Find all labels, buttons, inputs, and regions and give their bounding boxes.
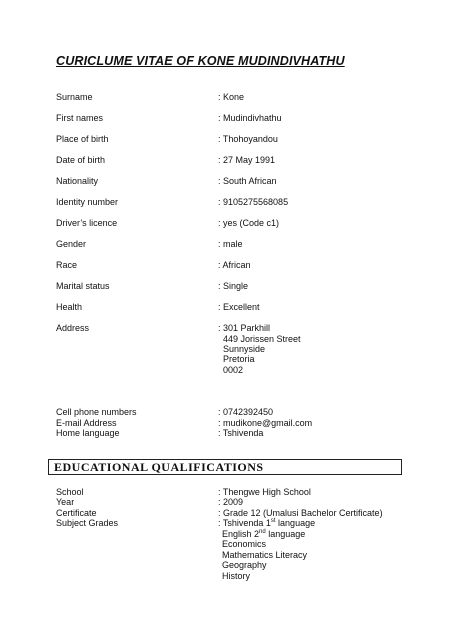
email-value: : mudikone@gmail.com — [218, 418, 313, 428]
subject-6: History — [222, 571, 251, 581]
identity-number-label: Identity number — [56, 197, 119, 207]
year-value: : 2009 — [218, 497, 244, 507]
year-label: Year — [56, 497, 75, 507]
health-label: Health — [56, 302, 83, 312]
subject-3: Economics — [222, 539, 267, 549]
marital-status-value: : Single — [218, 281, 249, 291]
subject-5: Geography — [222, 560, 267, 570]
place-of-birth-value: : Thohoyandou — [218, 134, 278, 144]
certificate-value: : Grade 12 (Umalusi Bachelor Certificate) — [218, 508, 383, 518]
address-line-3: Sunnyside — [223, 344, 266, 354]
subject-2-sup: nd — [259, 529, 266, 535]
address-line-4: Pretoria — [223, 354, 255, 364]
subject-4: Mathematics Literacy — [222, 550, 308, 560]
first-names-value: : Mudindivhathu — [218, 113, 282, 123]
school-value: : Thengwe High School — [218, 487, 311, 497]
marital-status-label: Marital status — [56, 281, 110, 291]
gender-value: : male — [218, 239, 243, 249]
education-heading: EDUCATIONAL QUALIFICATIONS — [54, 460, 264, 474]
school-label: School — [56, 487, 84, 497]
surname-label: Surname — [56, 92, 93, 102]
drivers-licence-value: : yes (Code c1) — [218, 218, 280, 228]
home-language-value: : Tshivenda — [218, 428, 264, 438]
subject-1-suffix: language — [275, 518, 316, 528]
subject-1-name: : Tshivenda 1 — [218, 518, 271, 528]
date-of-birth-label: Date of birth — [56, 155, 106, 165]
drivers-licence-label: Driver’s licence — [56, 218, 118, 228]
cell-phone-label: Cell phone numbers — [56, 407, 137, 417]
subject-grades-label: Subject Grades — [56, 518, 119, 528]
page-title: CURICLUME VITAE OF KONE MUDINDIVHATHU — [56, 54, 345, 68]
address-label: Address — [56, 323, 90, 333]
certificate-label: Certificate — [56, 508, 97, 518]
nationality-value: : South African — [218, 176, 277, 186]
race-value: : African — [218, 260, 251, 270]
subject-1 — [218, 518, 315, 529]
address-line-2: 449 Jorissen Street — [223, 334, 301, 344]
surname-value: : Kone — [218, 92, 245, 102]
first-names-label: First names — [56, 113, 104, 123]
race-label: Race — [56, 260, 78, 270]
subject-2-name: English 2 — [222, 529, 260, 539]
subject-2-suffix: language — [265, 529, 306, 539]
address-line-5: 0002 — [223, 365, 244, 375]
date-of-birth-value: : 27 May 1991 — [218, 155, 276, 165]
health-value: : Excellent — [218, 302, 260, 312]
address-line-1: : 301 Parkhill — [218, 323, 271, 333]
place-of-birth-label: Place of birth — [56, 134, 109, 144]
cell-phone-value: : 0742392450 — [218, 407, 274, 417]
identity-number-value: : 9105275568085 — [218, 197, 289, 207]
subject-1-sup: st — [270, 518, 276, 524]
email-label: E-mail Address — [56, 418, 117, 428]
home-language-label: Home language — [56, 428, 120, 438]
nationality-label: Nationality — [56, 176, 99, 186]
gender-label: Gender — [56, 239, 87, 249]
